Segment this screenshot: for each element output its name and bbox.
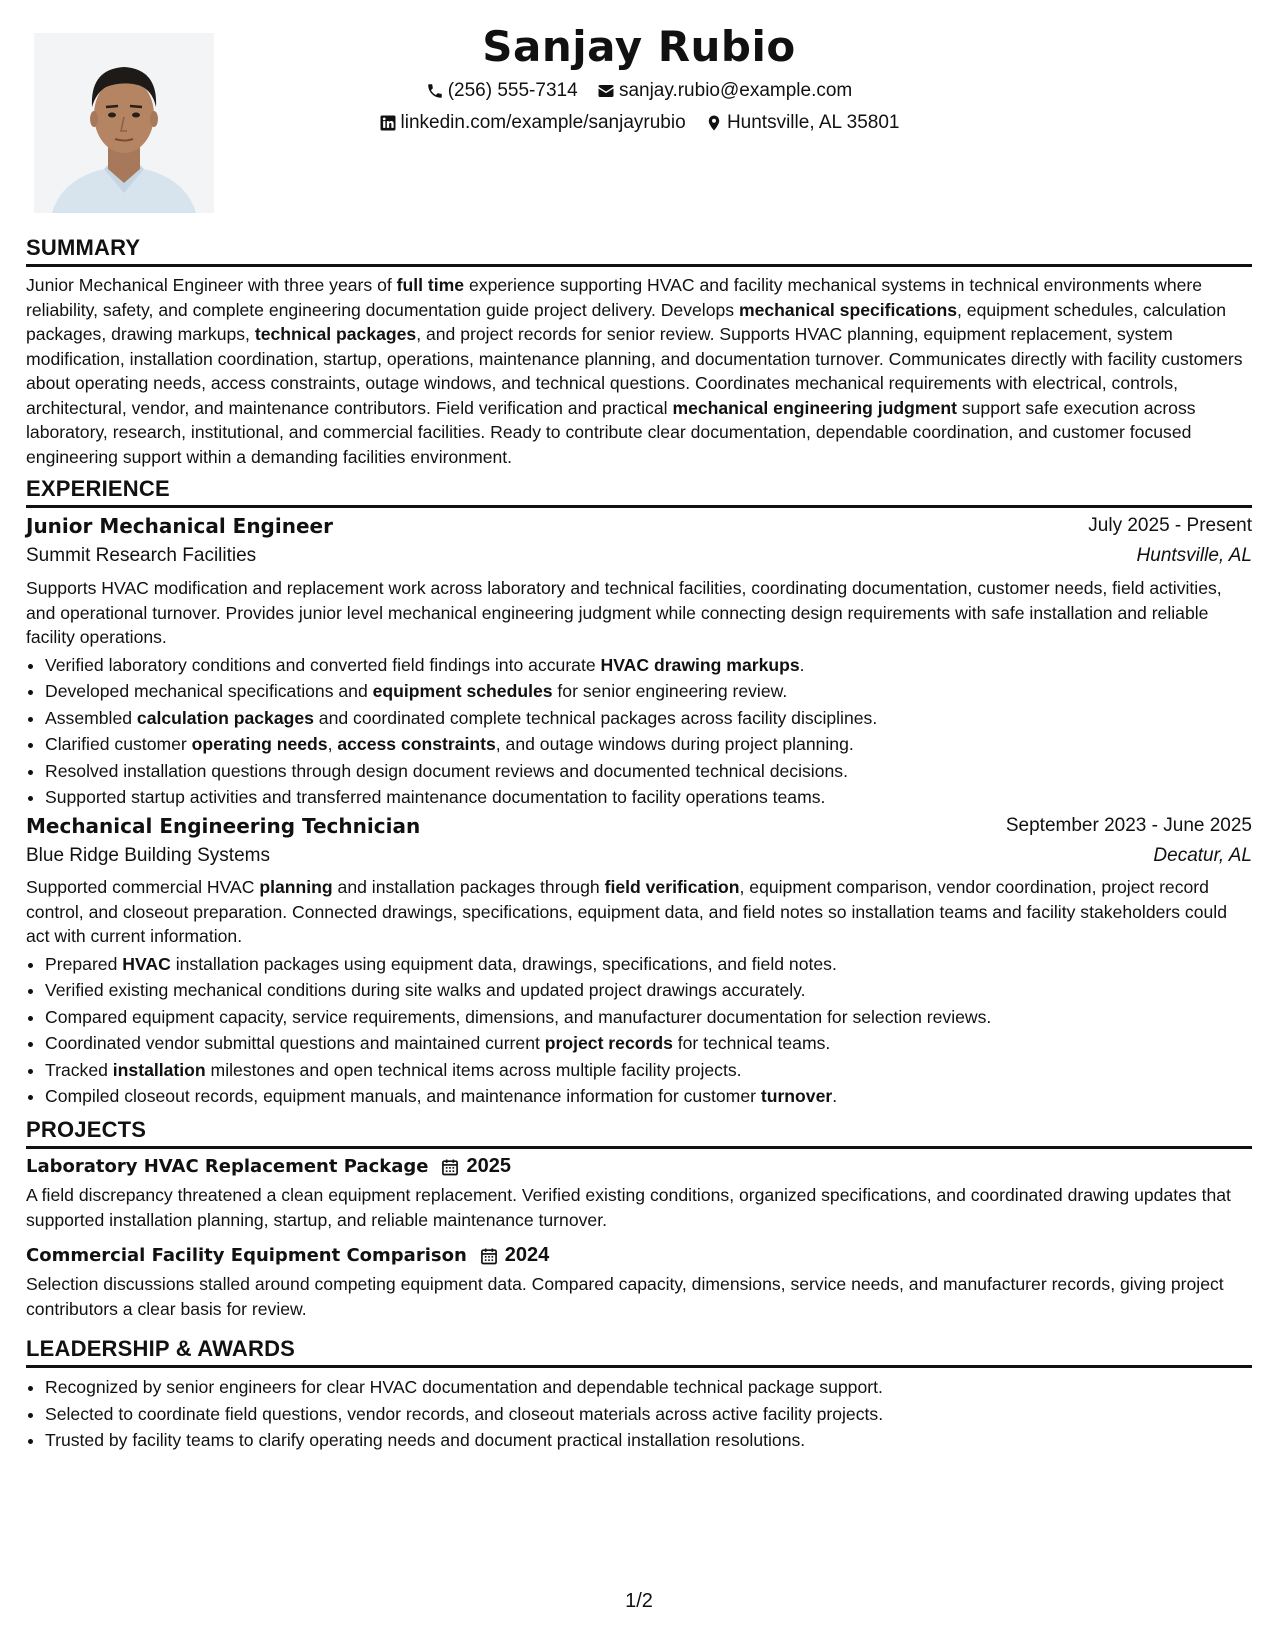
list-item: • Prepared HVAC installation packages using equipment data, drawings, specifications, and field notes. (45, 951, 1252, 978)
list-item: • Clarified customer operating needs, access constraints, and outage windows during project planning. (45, 731, 1252, 758)
emphasis-text: access constraints (337, 734, 496, 754)
list-item: • Assembled calculation packages and coordinated complete technical packages across facility disciplines. (45, 705, 1252, 732)
linkedin-contact[interactable] (379, 112, 686, 134)
location-text: Huntsville, AL 35801 (726, 112, 900, 133)
emphasis-text: project records (544, 1033, 673, 1053)
summary-text: Junior Mechanical Engineer with three years of full time experience supporting HVAC and facility mechanical systems in technical environments where reliability, safety, and complete engineering documentation guide project delivery. Develops mechanical specifications, equipment schedules, calculation packages, drawing markups, technical packages, and project records for senior review. Supports HVAC planning, equipment replacement, system modification, installation coordination, startup, operations, maintenance planning, and documentation turnover. Communicates directly with facility customers about operating needs, access constraints, outage windows, and technical questions. Coordinates mechanical requirements with electrical, controls, architectural, vendor, and maintenance contributors. Field verification and practical mechanical engineering judgment support safe execution across laboratory, research, institutional, and commercial facilities. Ready to contribute clear documentation, dependable coordination, and customer focused engineering support within a demanding facilities environment. (26, 275, 1243, 467)
linkedin-url: linkedin.com/example/sanjayrubio (400, 112, 686, 133)
page-number: 1/2 (625, 1590, 653, 1612)
emphasis-text: operating needs (191, 734, 328, 754)
linkedin-icon (379, 114, 397, 132)
project-header-2 (26, 1244, 549, 1267)
project-year: 2024 (504, 1244, 550, 1266)
project-description: A field discrepancy threatened a clean equipment replacement. Verified existing conditions, organized specifications, and coordinated drawing updates that supported installation planning, startup, and reliable maintenance turnover. (26, 1185, 1231, 1230)
projects-heading: PROJECTS (26, 1117, 1252, 1149)
calendar-icon (440, 1157, 460, 1177)
list-item: • Trusted by facility teams to clarify operating needs and document practical installation resolutions. (45, 1427, 1252, 1454)
emphasis-text: HVAC (122, 953, 171, 974)
project-body-1 (26, 1183, 1252, 1232)
job-company: Blue Ridge Building Systems (26, 845, 270, 866)
leadership-bullets (26, 1374, 1252, 1454)
project-name: Commercial Facility Equipment Comparison (26, 1245, 467, 1266)
job-location: Decatur, AL (1153, 845, 1252, 866)
emphasis-text: HVAC drawing markups (600, 654, 800, 675)
job-description: Supported commercial HVAC planning and installation packages through field verification, equipment comparison, vendor coordination, project record control, and closeout preparation. Connected drawings, specifications, equipment data, and field notes so installation teams and facility stakeholders could act with current information. (26, 877, 1227, 946)
summary-heading: SUMMARY (26, 235, 1252, 267)
job-description: Supports HVAC modification and replacement work across laboratory and technical facilities, coordinating documentation, customer needs, field activities, and operational turnover. Provides junior level mechanical engineering judgment while connecting design requirements with safe installation and reliable facility operations. (26, 578, 1222, 647)
list-item: • Compared equipment capacity, service requirements, dimensions, and manufacturer documentation for selection reviews. (45, 1004, 1252, 1031)
job-body-2 (26, 875, 1252, 1110)
list-item: • Developed mechanical specifications and equipment schedules for senior engineering review. (45, 678, 1252, 705)
job-title: Junior Mechanical Engineer (26, 514, 333, 538)
location-contact (705, 112, 900, 134)
experience-heading: EXPERIENCE (26, 476, 1252, 508)
leadership-section (26, 1372, 1252, 1454)
list-item: • Supported startup activities and transferred maintenance documentation to facility operations teams. (45, 784, 1252, 811)
email-address: sanjay.rubio@example.com (618, 80, 853, 101)
emphasis-text: mechanical engineering judgment (672, 397, 957, 418)
job-company: Summit Research Facilities (26, 545, 257, 566)
list-item: • Verified laboratory conditions and converted field findings into accurate HVAC drawing markups. (45, 652, 1252, 679)
project-description: Selection discussions stalled around competing equipment data. Compared capacity, dimensions, service needs, and manufacturer records, giving project contributors a clear basis for review. (26, 1274, 1224, 1319)
job-location: Huntsville, AL (1136, 545, 1252, 566)
job-dates: July 2025 - Present (1088, 515, 1252, 536)
job-title: Mechanical Engineering Technician (26, 814, 421, 838)
phone-icon (426, 82, 444, 100)
job-body-1 (26, 576, 1252, 811)
list-item: • Resolved installation questions through design document reviews and documented technical decisions. (45, 758, 1252, 785)
list-item: • Coordinated vendor submittal questions and maintained current project records for technical teams. (45, 1030, 1252, 1057)
job-bullets (26, 951, 1252, 1110)
phone-contact[interactable] (426, 80, 578, 102)
map-pin-icon (705, 114, 723, 132)
email-contact[interactable] (597, 80, 852, 102)
emphasis-text: technical packages (254, 324, 417, 344)
list-item: • Compiled closeout records, equipment manuals, and maintenance information for customer turnover. (45, 1083, 1252, 1110)
calendar-icon (479, 1246, 499, 1266)
emphasis-text: full time (396, 275, 465, 295)
project-year: 2025 (466, 1155, 511, 1177)
project-body-2 (26, 1272, 1252, 1321)
contact-row-primary (26, 80, 1252, 106)
emphasis-text: installation (112, 1059, 206, 1080)
resume-page (26, 0, 1252, 1650)
list-item: • Tracked installation milestones and open technical items across multiple facility projects. (45, 1057, 1252, 1084)
emphasis-text: turnover (760, 1086, 833, 1106)
leadership-heading: LEADERSHIP & AWARDS (26, 1336, 1252, 1368)
project-header-1 (26, 1155, 511, 1178)
emphasis-text: calculation packages (136, 707, 314, 728)
envelope-icon (597, 82, 615, 100)
list-item: • Recognized by senior engineers for clear HVAC documentation and dependable technical package support. (45, 1374, 1252, 1401)
project-name: Laboratory HVAC Replacement Package (26, 1156, 429, 1177)
contact-row-secondary (26, 112, 1252, 138)
emphasis-text: planning (259, 877, 333, 897)
summary-section (26, 273, 1252, 469)
list-item: • Verified existing mechanical conditions during site walks and updated project drawings accurately. (45, 977, 1252, 1004)
candidate-name: Sanjay Rubio (482, 22, 796, 71)
list-item: • Selected to coordinate field questions, vendor records, and closeout materials across active facility projects. (45, 1401, 1252, 1428)
phone-number: (256) 555-7314 (447, 80, 578, 101)
emphasis-text: mechanical specifications (738, 299, 958, 320)
emphasis-text: equipment schedules (372, 681, 553, 701)
job-bullets (26, 652, 1252, 811)
emphasis-text: field verification (604, 877, 740, 897)
job-dates: September 2023 - June 2025 (1005, 815, 1252, 836)
